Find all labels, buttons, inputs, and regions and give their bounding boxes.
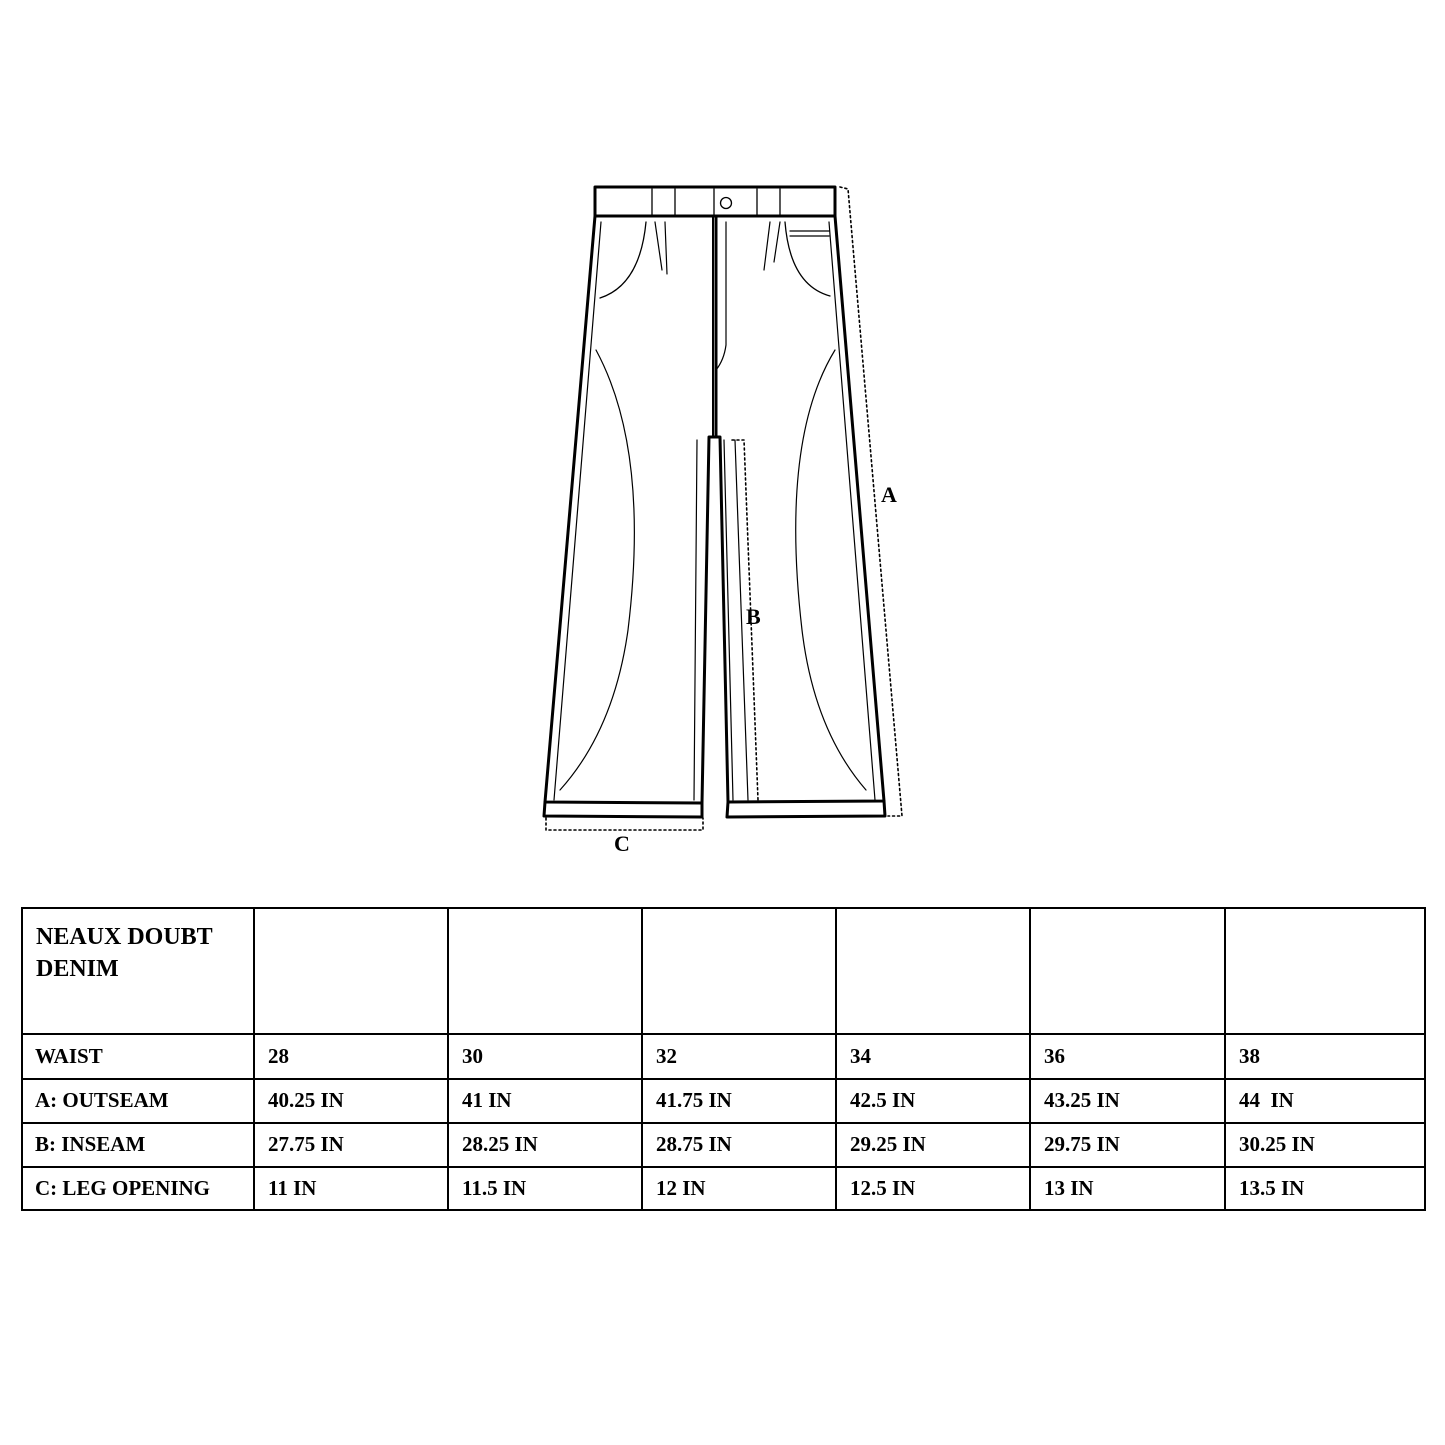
right-hem [727, 801, 885, 817]
table-cell: 13 IN [1030, 1167, 1225, 1210]
table-cell: 30.25 IN [1225, 1123, 1425, 1167]
leg-opening-measure-line [546, 818, 703, 830]
header-cell [1225, 908, 1425, 1034]
right-outseam-stitch [829, 222, 875, 800]
table-cell: 41.75 IN [642, 1079, 836, 1123]
table-cell: 29.25 IN [836, 1123, 1030, 1167]
header-cell [1030, 908, 1225, 1034]
left-inseam-stitch [694, 440, 697, 800]
table-row-leg-opening [22, 1167, 1425, 1210]
table-cell: 11 IN [254, 1167, 448, 1210]
brand-title: NEAUX DOUBT DENIM [22, 908, 254, 1034]
right-knee-curve [796, 350, 866, 790]
belt-loop-left [652, 189, 675, 215]
row-label: C: LEG OPENING [22, 1167, 254, 1210]
table-cell: 42.5 IN [836, 1079, 1030, 1123]
label-c: C [614, 831, 630, 856]
table-cell: 28 [254, 1034, 448, 1079]
left-pocket [600, 222, 646, 298]
size-chart-table [21, 907, 1426, 1211]
table-cell: 36 [1030, 1034, 1225, 1079]
header-cell [254, 908, 448, 1034]
table-cell: 34 [836, 1034, 1030, 1079]
table-cell: 40.25 IN [254, 1079, 448, 1123]
table-cell: 38 [1225, 1034, 1425, 1079]
table-cell: 44 IN [1225, 1079, 1425, 1123]
right-pocket [785, 222, 830, 296]
table-cell: 43.25 IN [1030, 1079, 1225, 1123]
table-cell: 27.75 IN [254, 1123, 448, 1167]
left-leg-outline [545, 216, 716, 803]
table-row-inseam [22, 1123, 1425, 1167]
header-cell [642, 908, 836, 1034]
header-cell [836, 908, 1030, 1034]
belt-loop-right [757, 189, 780, 215]
label-b: B [746, 604, 761, 629]
table-header-row [22, 908, 1425, 1034]
left-outseam-stitch [554, 222, 601, 800]
table-row-waist [22, 1034, 1425, 1079]
table-cell: 13.5 IN [1225, 1167, 1425, 1210]
right-leg-outline [716, 216, 884, 802]
left-knee-curve [560, 350, 634, 790]
row-label: WAIST [22, 1034, 254, 1079]
row-label: A: OUTSEAM [22, 1079, 254, 1123]
table-cell: 12.5 IN [836, 1167, 1030, 1210]
label-a: A [881, 482, 897, 507]
table-row-outseam [22, 1079, 1425, 1123]
table-cell: 30 [448, 1034, 642, 1079]
header-cell [448, 908, 642, 1034]
table-cell: 32 [642, 1034, 836, 1079]
button-icon [721, 198, 732, 209]
waistband [595, 187, 835, 216]
table-cell: 11.5 IN [448, 1167, 642, 1210]
table-cell: 41 IN [448, 1079, 642, 1123]
coin-pocket [790, 231, 829, 236]
row-label: B: INSEAM [22, 1123, 254, 1167]
table-cell: 29.75 IN [1030, 1123, 1225, 1167]
table-cell: 28.25 IN [448, 1123, 642, 1167]
table-cell: 12 IN [642, 1167, 836, 1210]
table-cell: 28.75 IN [642, 1123, 836, 1167]
